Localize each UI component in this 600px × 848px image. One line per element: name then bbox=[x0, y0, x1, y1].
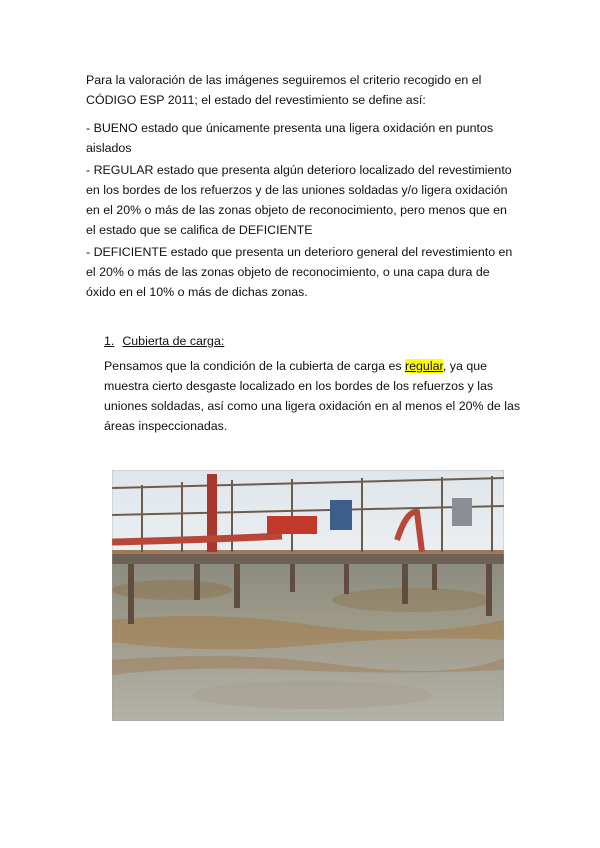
section-text-before: Pensamos que la condición de la cubierta de carga es bbox=[104, 359, 406, 373]
cargo-deck-photo bbox=[112, 470, 504, 721]
highlighted-rating: regular bbox=[405, 359, 443, 373]
definition-regular: - REGULAR estado que presenta algún deterioro localizado del revestimiento en los bordes de los refuerzos y de las uniones soldadas y/o ligera oxidación en el 20% o más de las zonas objeto de reconocimiento, pero menos que en el estado que se califica de DEFICIENTE bbox=[86, 163, 512, 237]
section-body bbox=[104, 356, 522, 436]
section-title: Cubierta de carga: bbox=[122, 334, 225, 348]
intro-paragraph: Para la valoración de las imágenes seguiremos el criterio recogido en el CÓDIGO ESP 2011; el estado del revestimiento se define así: bbox=[86, 73, 482, 107]
definition-deficiente: - DEFICIENTE estado que presenta un deterioro general del revestimiento en el 20% o más de las zonas objeto de reconocimiento, o una capa dura de óxido en el 10% o más de dichas zonas. bbox=[86, 245, 513, 299]
definition-bueno: - BUENO estado que únicamente presenta una ligera oxidación en puntos aislados bbox=[86, 121, 494, 155]
section-number: 1. bbox=[104, 334, 115, 348]
section-heading bbox=[104, 332, 224, 350]
section-text-after: , ya que muestra cierto desgaste localizado en los bordes de los refuerzos y las uniones soldadas, así como una ligera oxidación en al menos el 20% de las áreas inspeccionadas. bbox=[104, 359, 521, 433]
